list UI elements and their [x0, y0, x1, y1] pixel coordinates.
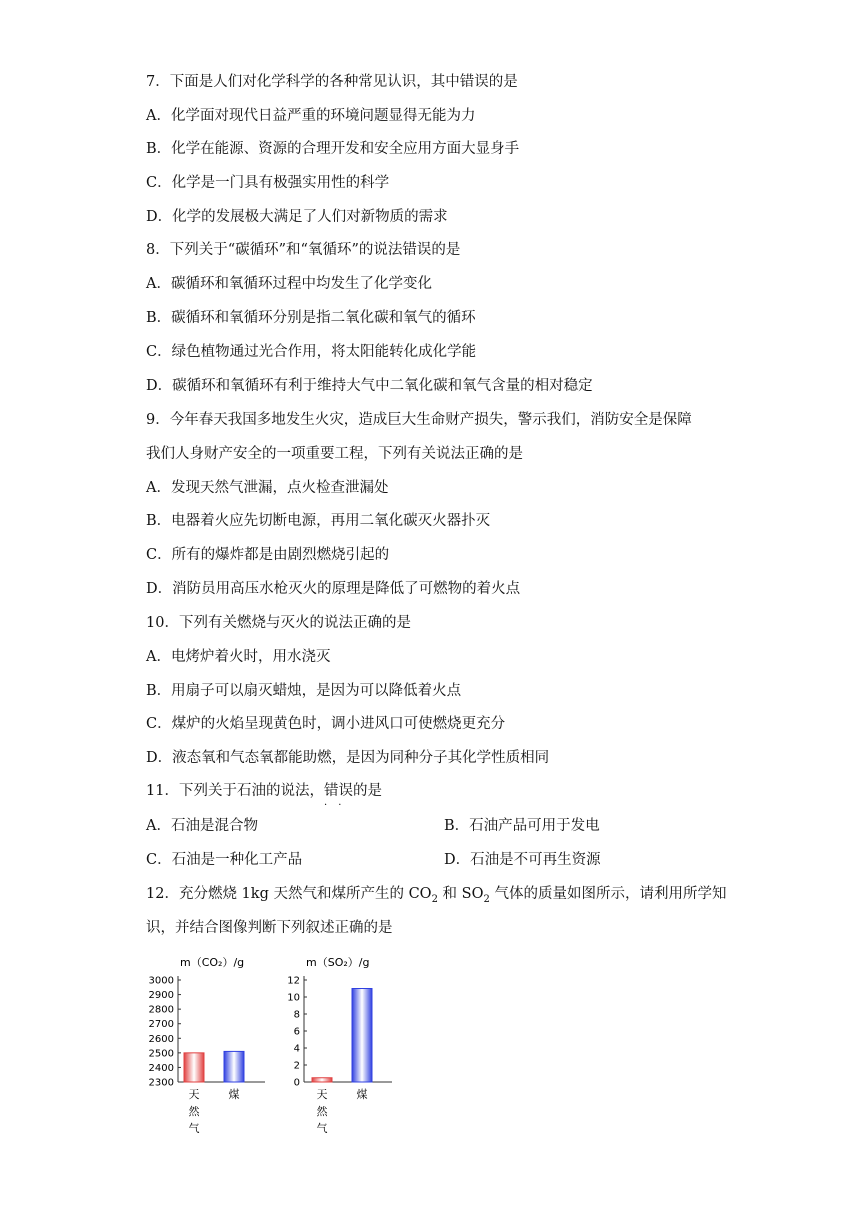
- y-tick-label: 6: [293, 1026, 300, 1038]
- y-tick-label: 2700: [148, 1019, 174, 1031]
- y-tick-label: 12: [287, 975, 300, 987]
- q11-stem-pre: 11．下列关于石油的说法，: [146, 783, 324, 799]
- y-tick-label: 2300: [148, 1077, 174, 1089]
- q9-stem-line2: 我们人身财产安全的一项重要工程，下列有关说法正确的是: [146, 446, 523, 462]
- q8-stem: 8．下列关于“碳循环”和“氧循环”的说法错误的是: [146, 242, 461, 258]
- q7-option-a: A．化学面对现代日益严重的环境问题显得无能为力: [146, 108, 476, 124]
- y-tick-label: 4: [293, 1043, 300, 1055]
- x-category-label: 天: [316, 1088, 328, 1101]
- q12-stem-part2: 和 SO: [437, 886, 484, 902]
- q7-option-b: B．化学在能源、资源的合理开发和安全应用方面大显身手: [146, 141, 520, 157]
- q12-sub2: 2: [483, 893, 490, 905]
- y-tick-label: 8: [293, 1009, 300, 1021]
- y-tick-label: 0: [293, 1077, 300, 1089]
- q11-stem: [146, 781, 382, 801]
- q10-stem: 10．下列有关燃烧与灭火的说法正确的是: [146, 615, 411, 631]
- y-tick-label: 10: [287, 992, 300, 1004]
- q10-option-c: C．煤炉的火焰呈现黄色时，调小进风口可使燃烧更充分: [146, 716, 506, 732]
- q8-option-c: C．绿色植物通过光合作用，将太阳能转化成化学能: [146, 344, 477, 360]
- x-category-label: 煤: [228, 1088, 240, 1101]
- y-tick-label: 2600: [148, 1033, 174, 1045]
- y-tick-label: 2500: [148, 1048, 174, 1060]
- q11-stem-emphasis: 错误 · ·: [324, 783, 353, 799]
- bar: [184, 1053, 204, 1082]
- so2-chart: [280, 952, 395, 1142]
- y-tick-label: 2400: [148, 1062, 174, 1074]
- q9-option-d: D．消防员用高压水枪灭火的原理是降低了可燃物的着火点: [146, 581, 521, 597]
- q11-option-a: A．石油是混合物: [146, 818, 258, 834]
- bar: [224, 1051, 244, 1082]
- q8-option-b: B．碳循环和氧循环分别是指二氧化碳和氧气的循环: [146, 310, 476, 326]
- y-tick-label: 3000: [148, 975, 174, 987]
- chart-title: m（SO₂）/g: [306, 956, 370, 969]
- x-category-label: 气: [316, 1122, 328, 1135]
- q8-option-a: A．碳循环和氧循环过程中均发生了化学变化: [146, 276, 432, 292]
- q9-option-b: B．电器着火应先切断电源，再用二氧化碳灭火器扑灭: [146, 513, 491, 529]
- q7-option-d: D．化学的发展极大满足了人们对新物质的需求: [146, 209, 448, 225]
- y-tick-label: 2800: [148, 1004, 174, 1016]
- q10-option-b: B．用扇子可以扇灭蜡烛，是因为可以降低着火点: [146, 683, 462, 699]
- bar: [352, 989, 372, 1083]
- x-category-label: 气: [188, 1122, 200, 1135]
- y-tick-label: 2: [293, 1060, 300, 1072]
- q9-stem-line1: 9．今年春天我国多地发生火灾，造成巨大生命财产损失，警示我们，消防安全是保障: [146, 412, 692, 428]
- q7-stem: 7．下面是人们对化学科学的各种常见认识，其中错误的是: [146, 74, 518, 90]
- bar: [312, 1078, 332, 1082]
- q11-option-c: C．石油是一种化工产品: [146, 852, 303, 868]
- q12-stem-line1: [146, 884, 726, 910]
- q12-stem-part1: 12．充分燃烧 1kg 天然气和煤所产生的 CO: [146, 886, 432, 902]
- q10-option-a: A．电烤炉着火时，用水浇灭: [146, 649, 331, 665]
- y-tick-label: 2900: [148, 990, 174, 1002]
- q7-option-c: C．化学是一门具有极强实用性的科学: [146, 175, 390, 191]
- x-category-label: 然: [316, 1105, 328, 1118]
- x-category-label: 煤: [356, 1088, 368, 1101]
- q11-stem-post: 的是: [352, 783, 382, 799]
- q9-option-a: A．发现天然气泄漏，点火检查泄漏处: [146, 480, 389, 496]
- q9-option-c: C．所有的爆炸都是由剧烈燃烧引起的: [146, 547, 390, 563]
- q12-stem-line2: 识，并结合图像判断下列叙述正确的是: [146, 920, 393, 936]
- x-category-label: 天: [188, 1088, 200, 1101]
- chart-title: m（CO₂）/g: [180, 956, 245, 969]
- q11-option-d: D．石油是不可再生资源: [444, 852, 601, 868]
- x-category-label: 然: [188, 1105, 200, 1118]
- q11-option-b: B．石油产品可用于发电: [444, 818, 600, 834]
- co2-chart: [140, 952, 265, 1142]
- q10-option-d: D．液态氧和气态氧都能助燃，是因为同种分子其化学性质相同: [146, 750, 550, 766]
- q12-sub1: 2: [431, 893, 438, 905]
- q12-stem-part3: 气体的质量如图所示，请利用所学知: [489, 886, 727, 902]
- q8-option-d: D．碳循环和氧循环有利于维持大气中二氧化碳和氧气含量的相对稳定: [146, 378, 593, 394]
